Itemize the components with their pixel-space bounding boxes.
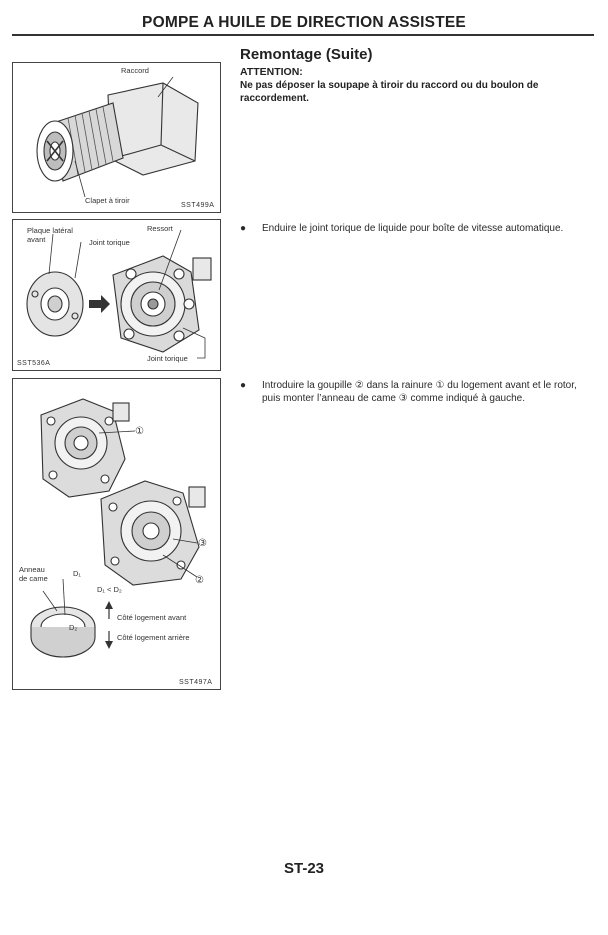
label-cote-arriere: Côté logement arrière	[117, 633, 190, 642]
label-plaque-line1: Plaque latéral	[27, 226, 73, 235]
callout-3: ③	[198, 538, 207, 549]
bullet-symbol: ●	[240, 223, 247, 234]
anneau-illustration	[13, 379, 220, 689]
bullet-text: Enduire le joint torique de liquide pour boîte de vitesse automatique.	[262, 223, 564, 234]
header-rule	[12, 34, 594, 36]
bullet-text: Introduire la goupille ② dans la rainure ① du logement avant et le rotor, puis monter l’anneau de came ③ comme indiqué à gauche.	[262, 380, 577, 404]
label-ressort: Ressort	[147, 224, 173, 233]
callout-1: ①	[135, 426, 144, 437]
label-relation: D₁ < D₂	[97, 585, 122, 594]
figure-code: SST499A	[181, 202, 215, 209]
label-plaque-line2: avant	[27, 235, 46, 244]
label-anneau	[19, 565, 48, 583]
page-number: ST-23	[283, 860, 325, 877]
label-raccord: Raccord	[121, 66, 149, 75]
label-joint-torique-bottom: Joint torique	[147, 354, 188, 363]
label-cote-avant: Côté logement avant	[117, 613, 187, 622]
attention-label: ATTENTION:	[240, 66, 303, 78]
bullet-symbol: ●	[240, 380, 247, 391]
attention-text: Ne pas déposer la soupape à tiroir du raccord ou du boulon de raccordement.	[240, 80, 539, 104]
figure-code: SST497A	[179, 679, 213, 686]
label-d2: D₂	[69, 623, 78, 632]
page-header-title: POMPE A HUILE DE DIRECTION ASSISTEE	[142, 14, 466, 31]
section-title: Remontage (Suite)	[240, 46, 373, 63]
label-anneau-line1: Anneau	[19, 565, 45, 574]
label-plaque	[27, 226, 73, 244]
label-joint-torique-top: Joint torique	[89, 238, 130, 247]
figure-raccord	[12, 62, 221, 213]
figure-anneau	[12, 378, 221, 690]
label-d1: D₁	[73, 569, 81, 578]
figure-plaque	[12, 219, 221, 371]
label-anneau-line2: de came	[19, 574, 48, 583]
figure-code: SST536A	[17, 360, 51, 367]
callout-2: ②	[195, 575, 204, 586]
label-clapet: Clapet à tiroir	[85, 196, 130, 205]
raccord-illustration	[13, 63, 220, 212]
